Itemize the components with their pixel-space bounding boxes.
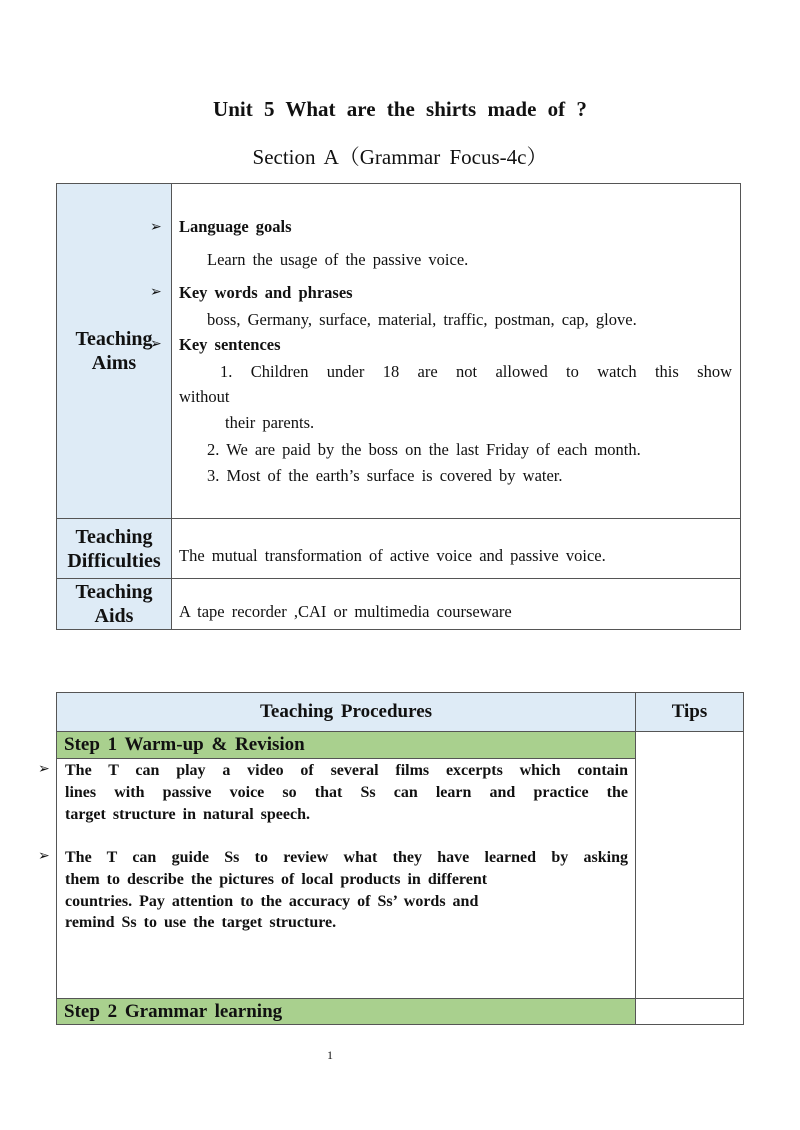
- arrow-bullet-icon: ➢: [38, 848, 50, 864]
- row-divider: [57, 578, 740, 579]
- teaching-aims-label: Teaching Aims: [57, 184, 172, 518]
- key-sentences-heading: Key sentences: [179, 335, 281, 354]
- aids-text: A tape recorder ,CAI or multimedia courseware: [179, 602, 512, 621]
- procedures-header: Teaching Procedures: [57, 693, 635, 731]
- key-words-text: boss, Germany, surface, material, traffic, postman, cap, glove.: [207, 310, 637, 329]
- column-divider: [635, 693, 636, 1024]
- document-title: Unit 5 What are the shirts made of ?: [213, 97, 587, 121]
- document-subtitle: Section A（Grammar Focus-4c）: [252, 145, 548, 169]
- teaching-aids-label: Teaching Aids: [57, 579, 172, 629]
- step-1-heading: Step 1 Warm-up & Revision: [57, 732, 635, 758]
- row-divider: [57, 518, 740, 519]
- arrow-bullet-icon: ➢: [150, 284, 162, 300]
- language-goals-heading: Language goals: [179, 217, 292, 236]
- step-1-paragraph-1: The T can play a video of several films excerpts which contain lines with passive voice so that Ss can learn and practice the target structure in natural speech.: [65, 762, 628, 823]
- key-sentence-2: 2. We are paid by the boss on the last Friday of each month.: [207, 440, 641, 459]
- tips-header: Tips: [636, 693, 743, 731]
- key-sentence-1: 1. Children under 18 are not allowed to watch this show: [220, 362, 732, 381]
- arrow-bullet-icon: ➢: [38, 761, 50, 777]
- teaching-difficulties-label: Teaching Difficulties: [57, 519, 172, 578]
- step-1-paragraph-2: The T can guide Ss to review what they have learned by asking them to describe the pictures of local products in different countries. Pay attention to the accuracy of Ss’ words and remind Ss to use the target structure.: [65, 849, 628, 932]
- key-sentence-1-cont: without: [179, 387, 230, 406]
- key-words-heading: Key words and phrases: [179, 283, 353, 302]
- step-2-heading: Step 2 Grammar learning: [57, 999, 635, 1024]
- difficulties-text: The mutual transformation of active voice and passive voice.: [179, 546, 606, 565]
- key-sentence-1-cont2: their parents.: [225, 413, 315, 432]
- key-sentence-3: 3. Most of the earth’s surface is covered by water.: [207, 466, 563, 485]
- language-goals-text: Learn the usage of the passive voice.: [207, 250, 469, 269]
- row-divider: [57, 758, 635, 759]
- arrow-bullet-icon: ➢: [150, 336, 162, 352]
- arrow-bullet-icon: ➢: [150, 219, 162, 235]
- page-number: 1: [327, 1048, 333, 1062]
